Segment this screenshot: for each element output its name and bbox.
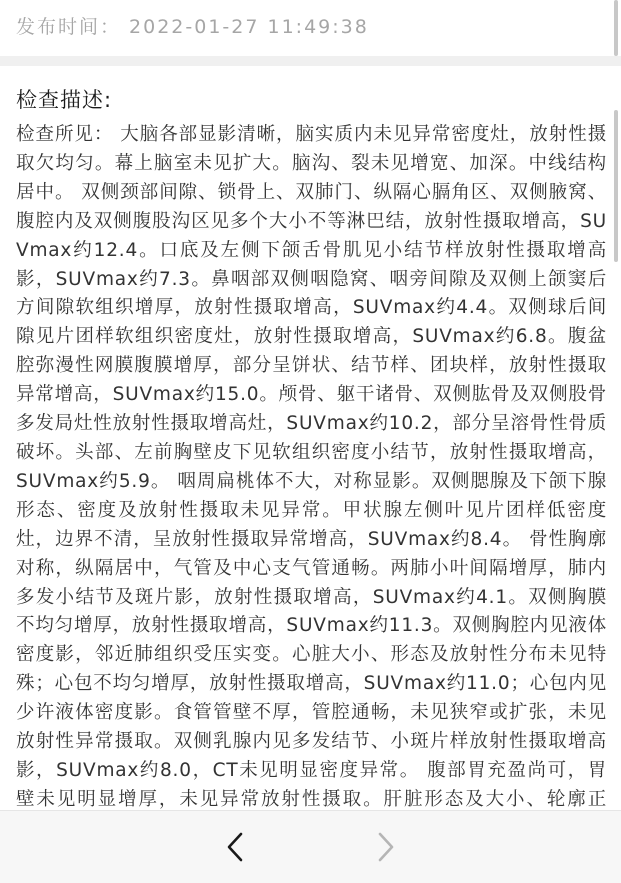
chevron-left-icon <box>225 831 245 863</box>
scrollbar-indicator-top[interactable] <box>614 0 618 56</box>
back-button[interactable] <box>213 825 257 869</box>
chevron-right-icon <box>376 831 396 863</box>
forward-button[interactable] <box>364 825 408 869</box>
report-content[interactable] <box>0 66 621 810</box>
publish-bar <box>0 0 621 56</box>
section-divider <box>0 56 621 66</box>
exam-description-text: 检查所见： 大脑各部显影清晰，脑实质内未见异常密度灶，放射性摄取欠均匀。幕上脑室未见扩大。脑沟、裂未见增宽、加深。中线结构居中。 双侧颈部间隙、锁骨上、双肺门、纵隔心膈角区、双侧腋窝、腹腔内及双侧腹股沟区见多个大小不等淋巴结，放射性摄取增高，SUVmax约12.4。口底及左侧下颌舌骨肌见小结节样放射性摄取增高影，SUVmax约7.3。鼻咽部双侧咽隐窝、咽旁间隙及双侧上颌窦后方间隙软组织增厚，放射性摄取增高，SUVmax约4.4。双侧球后间隙见片团样软组织密度灶，放射性摄取增高，SUVmax约6.8。腹盆腔弥漫性网膜腹膜增厚，部分呈饼状、结节样、团块样，放射性摄取异常增高，SUVmax约15.0。颅骨、躯干诸骨、双侧肱骨及双侧股骨多发局灶性放射性摄取增高灶，SUVmax约10.2，部分呈溶骨性骨质破坏。头部、左前胸壁皮下见软组织密度小结节，放射性摄取增高，SUVmax约5.9。 咽周扁桃体不大，对称显影。双侧腮腺及下颌下腺形态、密度及放射性摄取未见异常。甲状腺左侧叶见片团样低密度灶，边界不清，呈放射性摄取异常增高，SUVmax约8.4。 骨性胸廓对称，纵隔居中，气管及中心支气管通畅。两肺小叶间隔增厚，肺内多发小结节及斑片影，放射性摄取增高，SUVmax约4.1。双侧胸膜不均匀增厚，放射性摄取增高，SUVmax约11.3。双侧胸腔内见液体密度影，邻近肺组织受压实变。心脏大小、形态及放射性分布未见特殊；心包不均匀增厚，放射性摄取增高，SUVmax约11.0；心包内见少许液体密度影。食管管壁不厚，管腔通畅，未见狭窄或扩张，未见放射性异常摄取。双侧乳腺内见多发结节、小斑片样放射性摄取增高影，SUVmax约8.0，CT未见明显密度异常。 腹部胃充盈尚可，胃壁未见明显增厚，未见异常放射性摄取。肝脏形态及大小、轮廓正 <box>16 124 607 810</box>
scrollbar-thumb[interactable] <box>614 110 618 262</box>
publish-time: 发布时间： 2022-01-27 11:49:38 <box>16 16 369 38</box>
section-title: 检查描述: <box>16 88 113 112</box>
bottom-toolbar <box>0 810 621 883</box>
